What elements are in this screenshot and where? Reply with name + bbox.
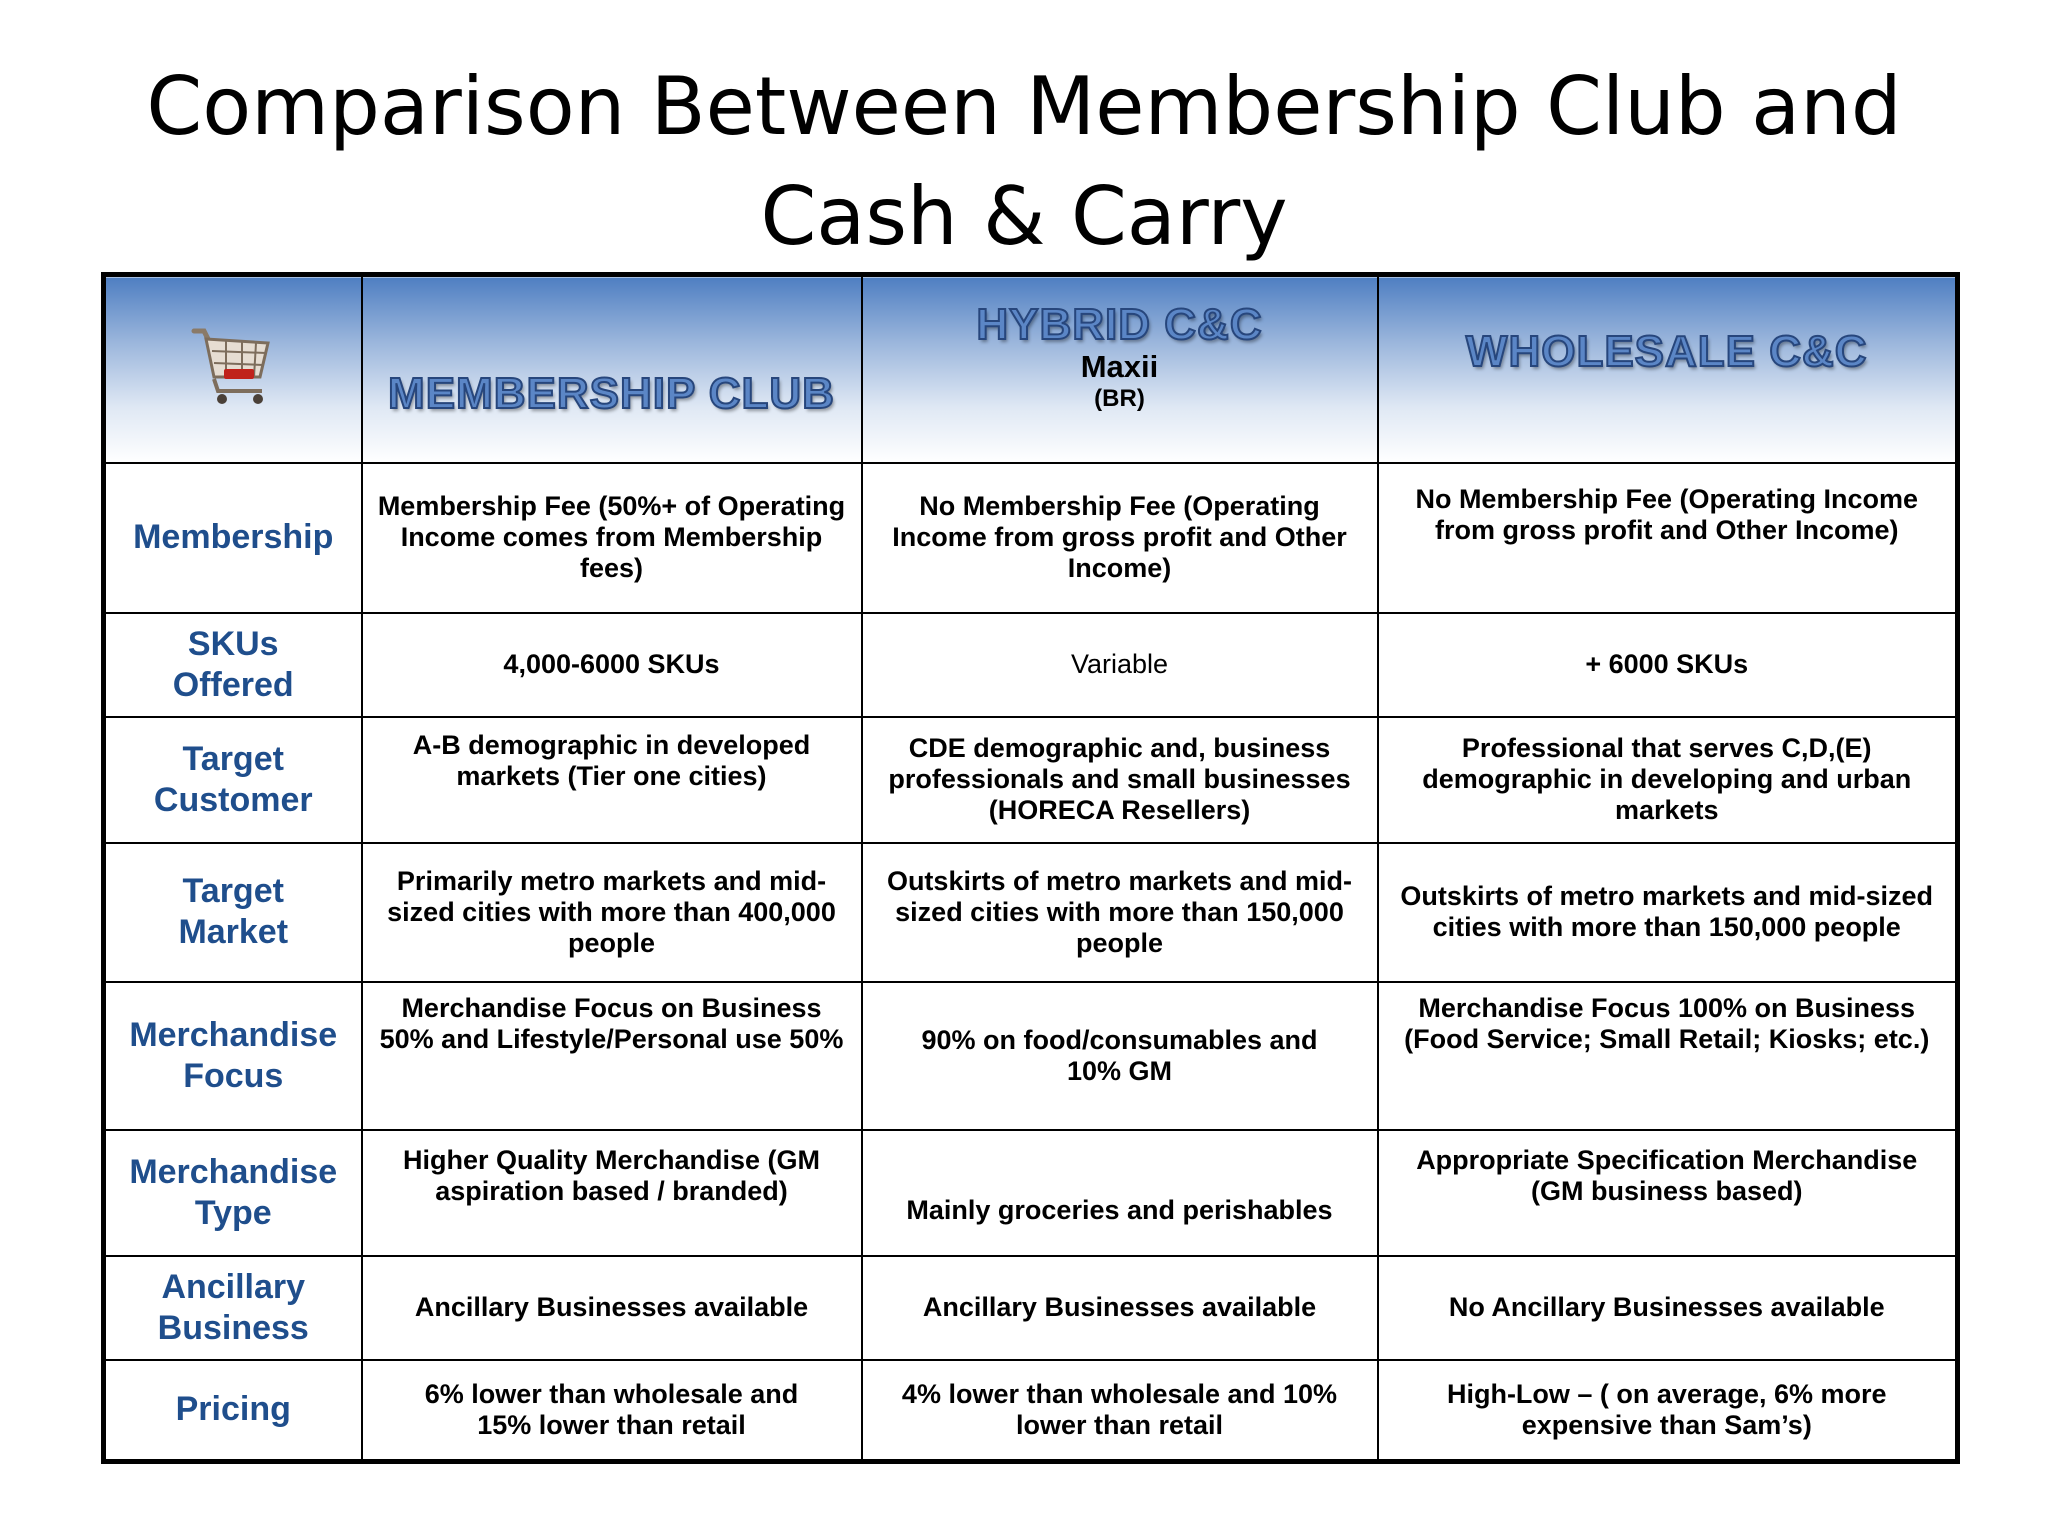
- cell-membership-club: 6% lower than wholesale and 15% lower than retail: [362, 1360, 862, 1462]
- cell-wholesale: + 6000 SKUs: [1378, 613, 1958, 717]
- row-label-merchandise-type: Merchandise Type: [104, 1130, 362, 1256]
- row-label-skus-offered: SKUs Offered: [104, 613, 362, 717]
- cell-membership-club: A-B demographic in developed markets (Tier one cities): [362, 717, 862, 843]
- cell-membership-club: Ancillary Businesses available: [362, 1256, 862, 1360]
- table-row: [104, 1360, 1958, 1462]
- cell-hybrid: 4% lower than wholesale and 10% lower than retail: [862, 1360, 1378, 1462]
- cell-hybrid: No Membership Fee (Operating Income from gross profit and Other Income): [862, 463, 1378, 613]
- table-row: [104, 463, 1958, 613]
- row-label-pricing: Pricing: [104, 1360, 362, 1462]
- header-wholesale-title: WHOLESALE C&C: [1465, 327, 1868, 377]
- row-label-merchandise-focus: Merchandise Focus: [104, 982, 362, 1130]
- header-wholesale: [1378, 275, 1958, 463]
- cell-hybrid: Outskirts of metro markets and mid-sized cities with more than 150,000 people: [862, 843, 1378, 982]
- cell-wholesale: No Ancillary Businesses available: [1378, 1256, 1958, 1360]
- shopping-cart-icon: [188, 321, 278, 418]
- header-membership-club-title: MEMBERSHIP CLUB: [388, 369, 835, 419]
- cell-membership-club: Membership Fee (50%+ of Operating Income comes from Membership fees): [362, 463, 862, 613]
- table-row: [104, 1130, 1958, 1256]
- cell-wholesale: Appropriate Specification Merchandise (GM business based): [1378, 1130, 1958, 1256]
- cell-wholesale: High-Low – ( on average, 6% more expensive than Sam’s): [1378, 1360, 1958, 1462]
- cell-wholesale: Outskirts of metro markets and mid-sized cities with more than 150,000 people: [1378, 843, 1958, 982]
- row-label-target-market: Target Market: [104, 843, 362, 982]
- table-header-row: [104, 275, 1958, 463]
- cell-wholesale: No Membership Fee (Operating Income from gross profit and Other Income): [1378, 463, 1958, 613]
- page-title-line-1: Comparison Between Membership Club and: [146, 60, 1902, 153]
- header-icon-cell: [104, 275, 362, 463]
- table-row: [104, 982, 1958, 1130]
- row-label-membership: Membership: [104, 463, 362, 613]
- header-hybrid-subtitle: Maxii: [1080, 349, 1159, 385]
- comparison-table: [101, 272, 1960, 1464]
- cell-wholesale: Merchandise Focus 100% on Business (Food Service; Small Retail; Kiosks; etc.): [1378, 982, 1958, 1130]
- cell-hybrid: Variable: [862, 613, 1378, 717]
- table-row: [104, 717, 1958, 843]
- cell-hybrid: Ancillary Businesses available: [862, 1256, 1378, 1360]
- table-row: [104, 1256, 1958, 1360]
- cell-membership-club: Merchandise Focus on Business 50% and Lifestyle/Personal use 50%: [362, 982, 862, 1130]
- cell-hybrid: CDE demographic and, business professionals and small businesses (HORECA Resellers): [862, 717, 1378, 843]
- cell-hybrid: Mainly groceries and perishables: [862, 1130, 1378, 1256]
- cell-membership-club: 4,000-6000 SKUs: [362, 613, 862, 717]
- table-row: [104, 613, 1958, 717]
- header-hybrid: [862, 275, 1378, 463]
- header-hybrid-subtitle-2: (BR): [1094, 385, 1145, 413]
- header-hybrid-title: HYBRID C&C: [976, 300, 1263, 350]
- row-label-ancillary-business: Ancillary Business: [104, 1256, 362, 1360]
- table-row: [104, 843, 1958, 982]
- cell-wholesale: Professional that serves C,D,(E) demographic in developing and urban markets: [1378, 717, 1958, 843]
- cell-membership-club: Higher Quality Merchandise (GM aspiration based / branded): [362, 1130, 862, 1256]
- cell-hybrid: 90% on food/consumables and 10% GM: [862, 982, 1378, 1130]
- cell-membership-club: Primarily metro markets and mid-sized cities with more than 400,000 people: [362, 843, 862, 982]
- page-title-line-2: Cash & Carry: [760, 170, 1288, 263]
- row-label-target-customer: Target Customer: [104, 717, 362, 843]
- page-title: [0, 52, 2048, 272]
- header-membership-club: [362, 275, 862, 463]
